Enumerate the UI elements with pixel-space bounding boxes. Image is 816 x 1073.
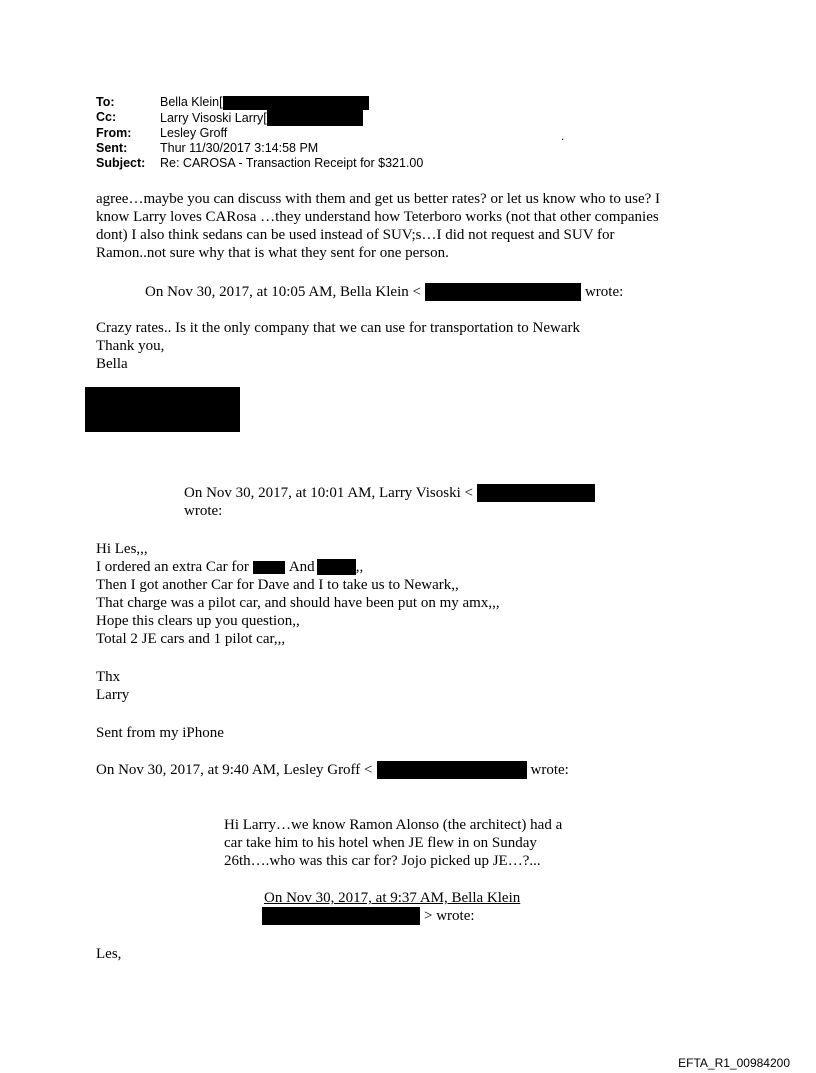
sent-label: Sent: [96,141,128,155]
redaction-box [223,96,369,110]
redaction-box [253,561,285,574]
to-label: To: [96,95,115,109]
subject-value: Re: CAROSA - Transaction Receipt for $321.00 [160,156,424,170]
quote-attribution [262,907,475,925]
subject-label: Subject: [96,156,146,170]
quote-line: car take him to his hotel when JE flew in on Sunday [224,835,537,851]
stray-mark: . [561,129,565,143]
signoff-line: Thx [96,669,121,685]
attribution-text: On Nov 30, 2017, at 9:40 AM, Lesley Groff < [96,762,373,778]
subject-row [96,156,423,171]
quote-body [96,540,500,648]
line-text: And [288,559,315,575]
quote-body [96,319,580,373]
cc-label: Cc: [96,110,117,124]
quote-attribution [96,761,569,779]
quote-line: 26th….who was this car for? Jojo picked up JE…?... [224,853,541,869]
quote-line: Hope this clears up you question,, [96,613,300,629]
line-text: I ordered an extra Car for [96,559,249,575]
attribution-wrote: wrote: [530,762,569,778]
quote-body: Les, [96,946,122,962]
redaction-box [317,559,356,575]
redaction-box [262,907,420,925]
quote-line: That charge was a pilot car, and should have been put on my amx,,, [96,595,500,611]
attribution-wrote: > wrote: [424,908,475,924]
quote-line [96,558,500,576]
document-id: EFTA_R1_00984200 [678,1056,790,1070]
quote-line: Crazy rates.. Is it the only company that we can use for transportation to Newark [96,320,581,336]
from-value: Lesley Groff [160,126,228,140]
quote-line: Hi Larry…we know Ramon Alonso (the architect) had a [224,817,563,833]
quote-line: Total 2 JE cars and 1 pilot car,,, [96,631,286,647]
body-line: dont) I also think sedans can be used instead of SUV;s…I did not request and SUV for [96,227,615,243]
message-body [96,190,660,262]
email-header [96,95,423,171]
sent-row [96,141,423,156]
redaction-box [425,283,581,301]
body-line: agree…maybe you can discuss with them and get us better rates? or let us know who to use? I [96,191,661,207]
redacted-signature-block [85,387,240,432]
greeting: Hi Les,,, [96,541,148,557]
quote-line: Thank you, [96,338,165,354]
line-text: ,, [355,559,364,575]
sent-from: Sent from my iPhone [96,725,224,741]
from-label: From: [96,126,132,140]
to-value: Bella Klein[ [160,95,223,109]
quote-attribution-text: On Nov 30, 2017, at 9:37 AM, Bella Klein [264,890,521,906]
signoff-line: Larry [96,687,130,703]
quote-body [224,816,562,870]
body-line: Ramon..not sure why that is what they sent for one person. [96,245,449,261]
body-line: know Larry loves CARosa …they understand how Teterboro works (not that other companies [96,209,659,225]
attribution-wrote: wrote: [184,503,223,519]
redaction-box [377,761,527,779]
attribution-wrote: wrote: [584,284,624,300]
quote-line: Then I got another Car for Dave and I to take us to Newark,, [96,577,459,593]
from-row [96,126,423,141]
quote-attribution [184,484,595,520]
cc-value: Larry Visoski Larry[ [160,110,267,125]
signoff [96,668,129,704]
cc-row [96,110,423,126]
redaction-box [477,484,595,502]
attribution-text: On Nov 30, 2017, at 10:05 AM, Bella Klein < [145,284,421,300]
redaction-box [267,110,363,126]
sent-value: Thur 11/30/2017 3:14:58 PM [160,141,319,155]
to-row [96,95,423,110]
quote-attribution [145,283,623,301]
attribution-text: On Nov 30, 2017, at 10:01 AM, Larry Visoski < [184,485,473,501]
quote-line: Bella [96,356,128,372]
